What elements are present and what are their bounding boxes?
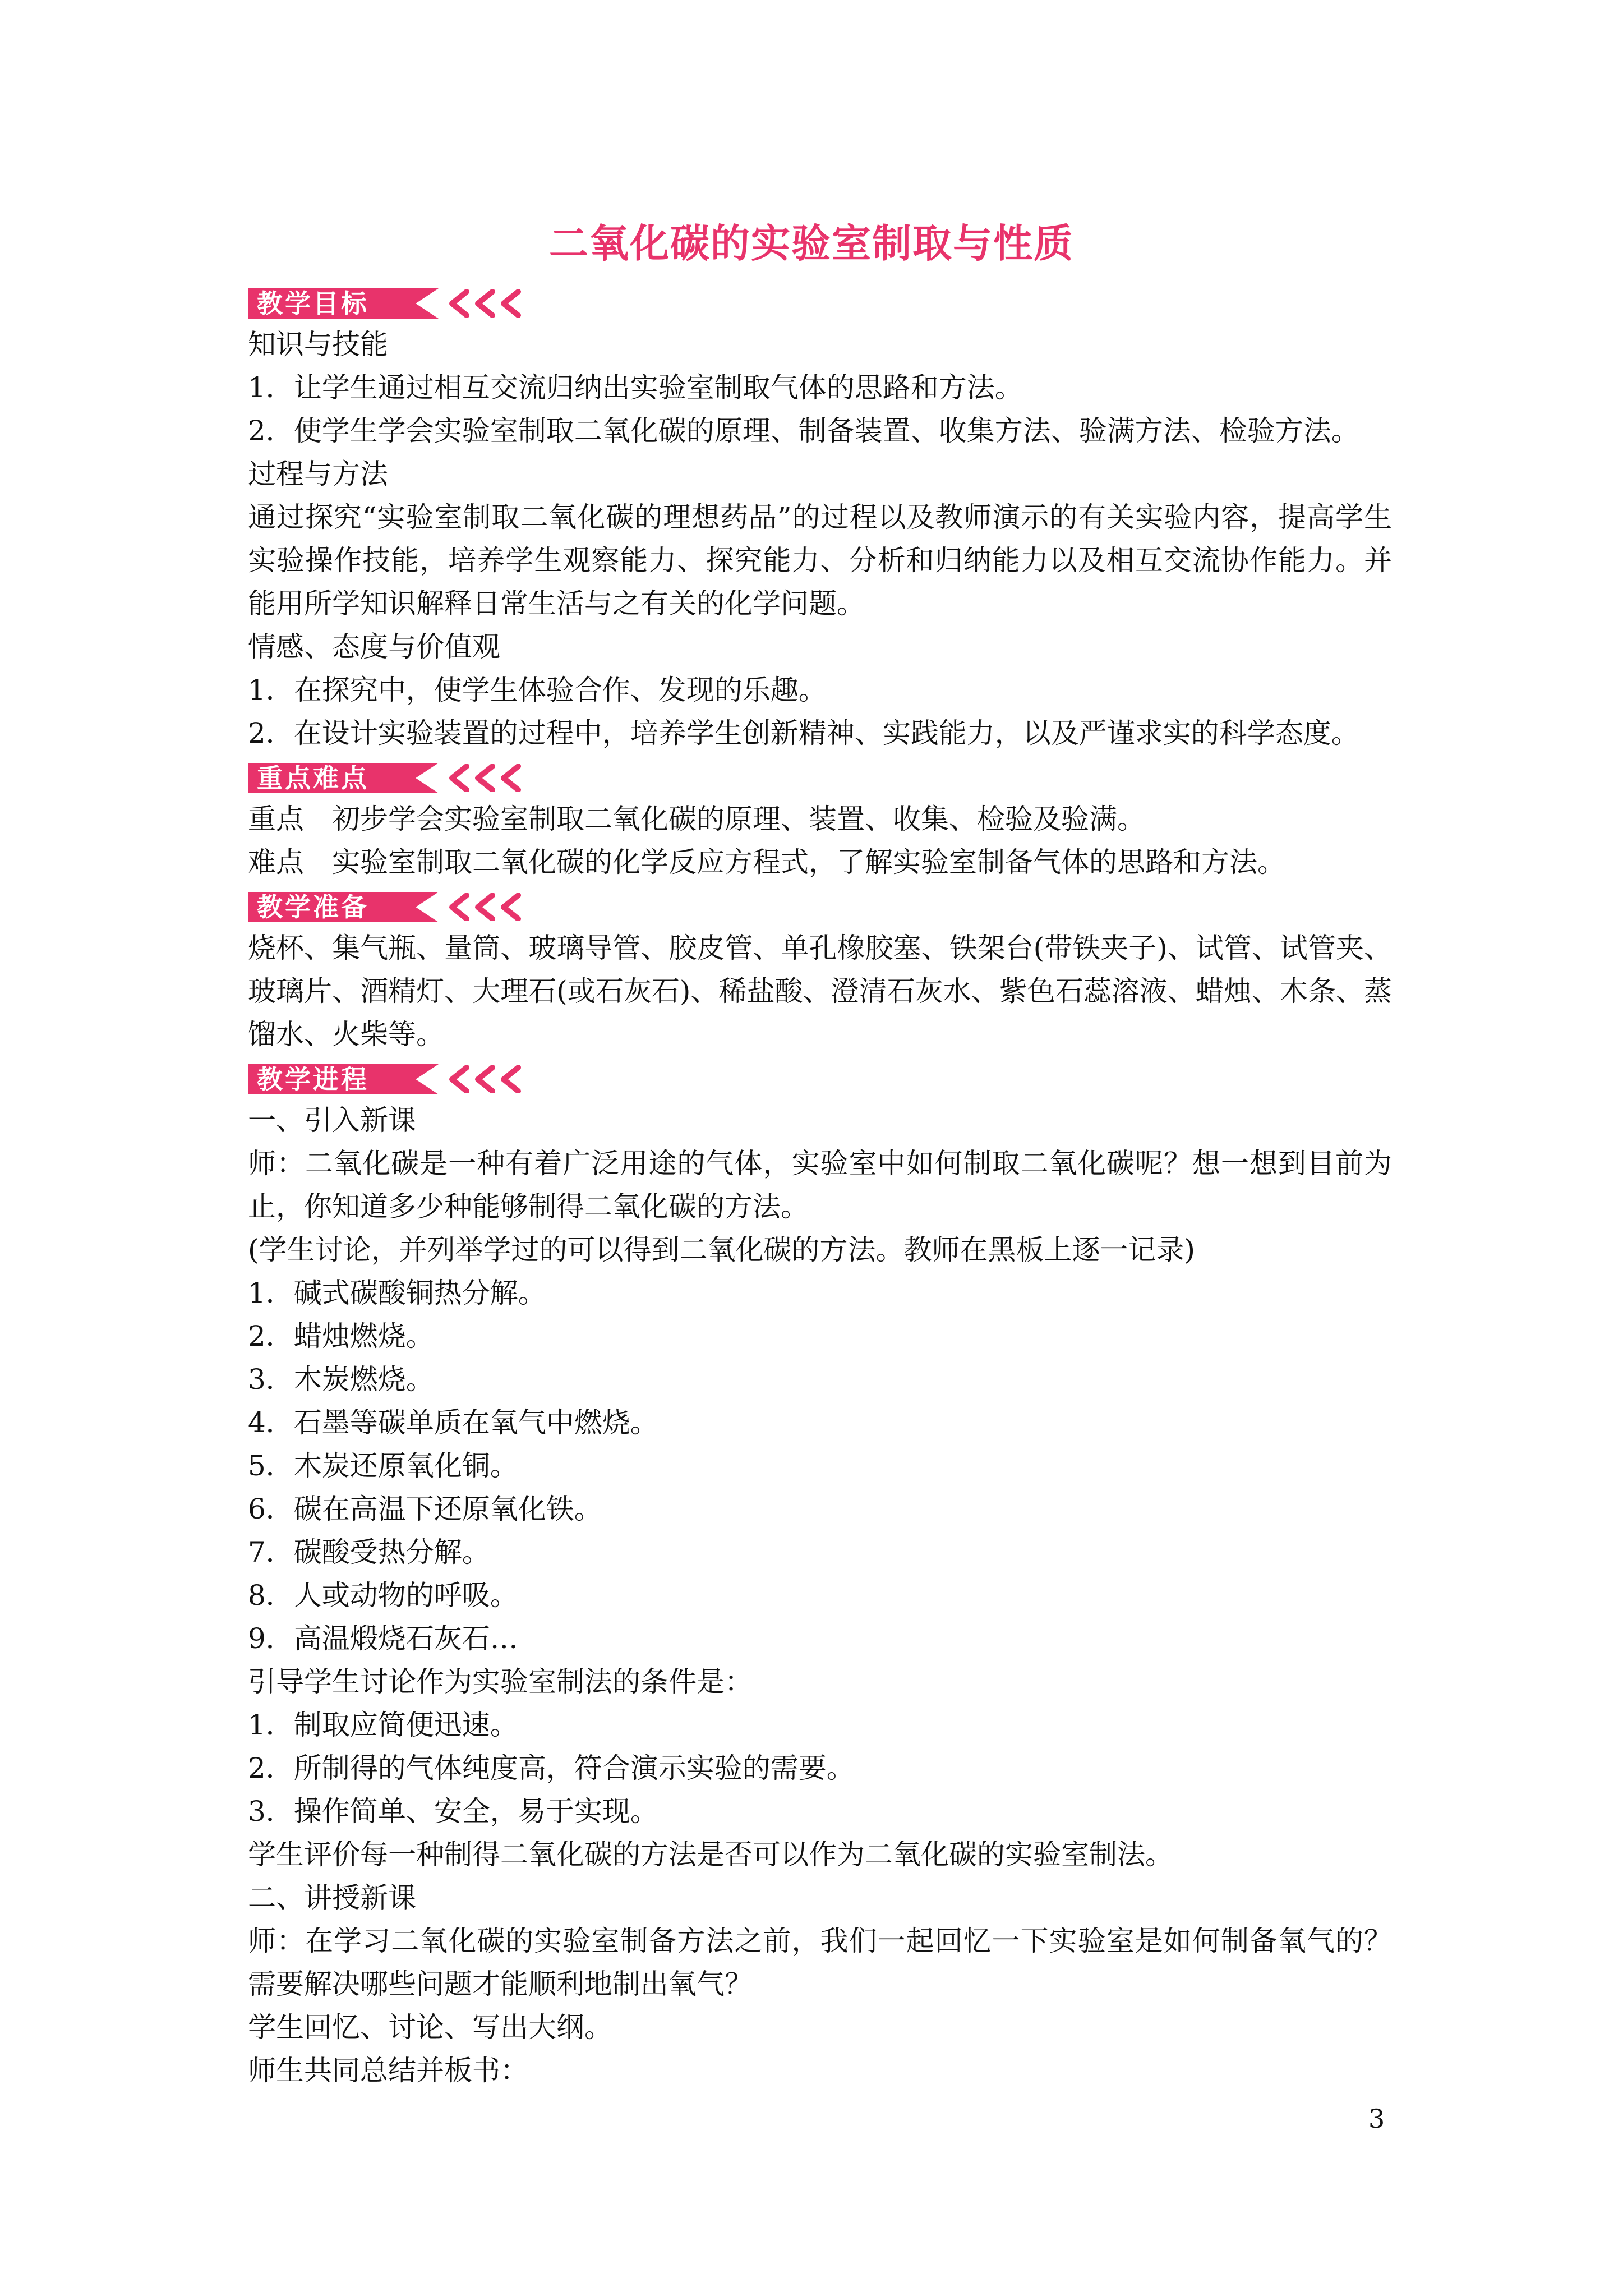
list-item: 6．碳在高温下还原氧化铁。: [248, 1493, 602, 1525]
chevrons-left-icon: [444, 893, 556, 921]
text-line: 2．在设计实验装置的过程中，培养学生创新精神、实践能力，以及严谨求实的科学态度。: [248, 717, 1359, 749]
list-item: 2．蜡烛燃烧。: [248, 1320, 434, 1352]
banner-label: 教学进程: [257, 1064, 369, 1094]
section-banner-process: [248, 1057, 1392, 1099]
text-line: 重点 初步学会实验室制取二氧化碳的原理、装置、收集、检验及验满。: [248, 803, 1145, 835]
banner-label: 教学目标: [257, 288, 369, 319]
section-banner-objectives: [248, 282, 1392, 323]
text-line: (学生讨论，并列举学过的可以得到二氧化碳的方法。教师在黑板上逐一记录): [248, 1234, 1196, 1266]
list-item: 3．木炭燃烧。: [248, 1363, 434, 1396]
text-line: 2．使学生学会实验室制取二氧化碳的原理、制备装置、收集方法、验满方法、检验方法。: [248, 415, 1359, 447]
text-line: 二、讲授新课: [248, 1881, 416, 1914]
text-paragraph: 师：在学习二氧化碳的实验室制备方法之前，我们一起回忆一下实验室是如何制备氧气的？需要解决哪些问题才能顺利地制出氧气？: [248, 1925, 1392, 2000]
banner-label: 教学准备: [257, 892, 369, 922]
list-item: 7．碳酸受热分解。: [248, 1536, 490, 1568]
chevrons-left-icon: [444, 764, 556, 792]
chevrons-left-icon: [444, 1065, 556, 1093]
text-paragraph: 通过探究“实验室制取二氧化碳的理想药品”的过程以及教师演示的有关实验内容，提高学生实验操作技能，培养学生观察能力、探究能力、分析和归纳能力以及相互交流协作能力。并能用所学知识解释日常生活与之有关的化学问题。: [248, 501, 1392, 620]
text-line: 情感、态度与价值观: [248, 631, 500, 663]
banner-label: 重点难点: [257, 763, 369, 793]
text-line: 师生共同总结并板书：: [248, 2054, 528, 2087]
text-line: 学生评价每一种制得二氧化碳的方法是否可以作为二氧化碳的实验室制法。: [248, 1838, 1173, 1871]
document-body: [248, 280, 1392, 2092]
list-item: 9．高温煅烧石灰石…: [248, 1622, 518, 1655]
text-line: 1．让学生通过相互交流归纳出实验室制取气体的思路和方法。: [248, 371, 1023, 404]
text-line: 过程与方法: [248, 458, 388, 490]
text-line: 1．在探究中，使学生体验合作、发现的乐趣。: [248, 674, 827, 706]
list-item: 3．操作简单、安全，易于实现。: [248, 1795, 658, 1828]
document-title: 二氧化碳的实验室制取与性质: [549, 220, 1074, 266]
chevrons-left-icon: [444, 289, 556, 318]
text-paragraph: 师：二氧化碳是一种有着广泛用途的气体，实验室中如何制取二氧化碳呢？想一想到目前为止，你知道多少种能够制得二氧化碳的方法。: [248, 1147, 1392, 1223]
section-banner-keypoints: [248, 756, 1392, 798]
text-line: 知识与技能: [248, 328, 388, 361]
text-line: 一、引入新课: [248, 1104, 416, 1137]
page-number: 3: [1368, 2104, 1385, 2134]
text-line: 学生回忆、讨论、写出大纲。: [248, 2011, 612, 2044]
list-item: 2．所制得的气体纯度高，符合演示实验的需要。: [248, 1752, 855, 1784]
list-item: 8．人或动物的呼吸。: [248, 1579, 518, 1612]
text-paragraph: 烧杯、集气瓶、量筒、玻璃导管、胶皮管、单孔橡胶塞、铁架台(带铁夹子)、试管、试管夹、玻璃片、酒精灯、大理石(或石灰石)、稀盐酸、澄清石灰水、紫色石蕊溶液、蜡烛、木条、蒸馏水、火柴等。: [248, 932, 1392, 1051]
text-line: 难点 实验室制取二氧化碳的化学反应方程式，了解实验室制备气体的思路和方法。: [248, 846, 1285, 878]
list-item: 4．石墨等碳单质在氧气中燃烧。: [248, 1406, 658, 1439]
list-item: 5．木炭还原氧化铜。: [248, 1450, 518, 1482]
list-item: 1．制取应简便迅速。: [248, 1709, 518, 1741]
text-line: 引导学生讨论作为实验室制法的条件是：: [248, 1665, 753, 1698]
list-item: 1．碱式碳酸铜热分解。: [248, 1277, 546, 1309]
section-banner-preparation: [248, 885, 1392, 927]
